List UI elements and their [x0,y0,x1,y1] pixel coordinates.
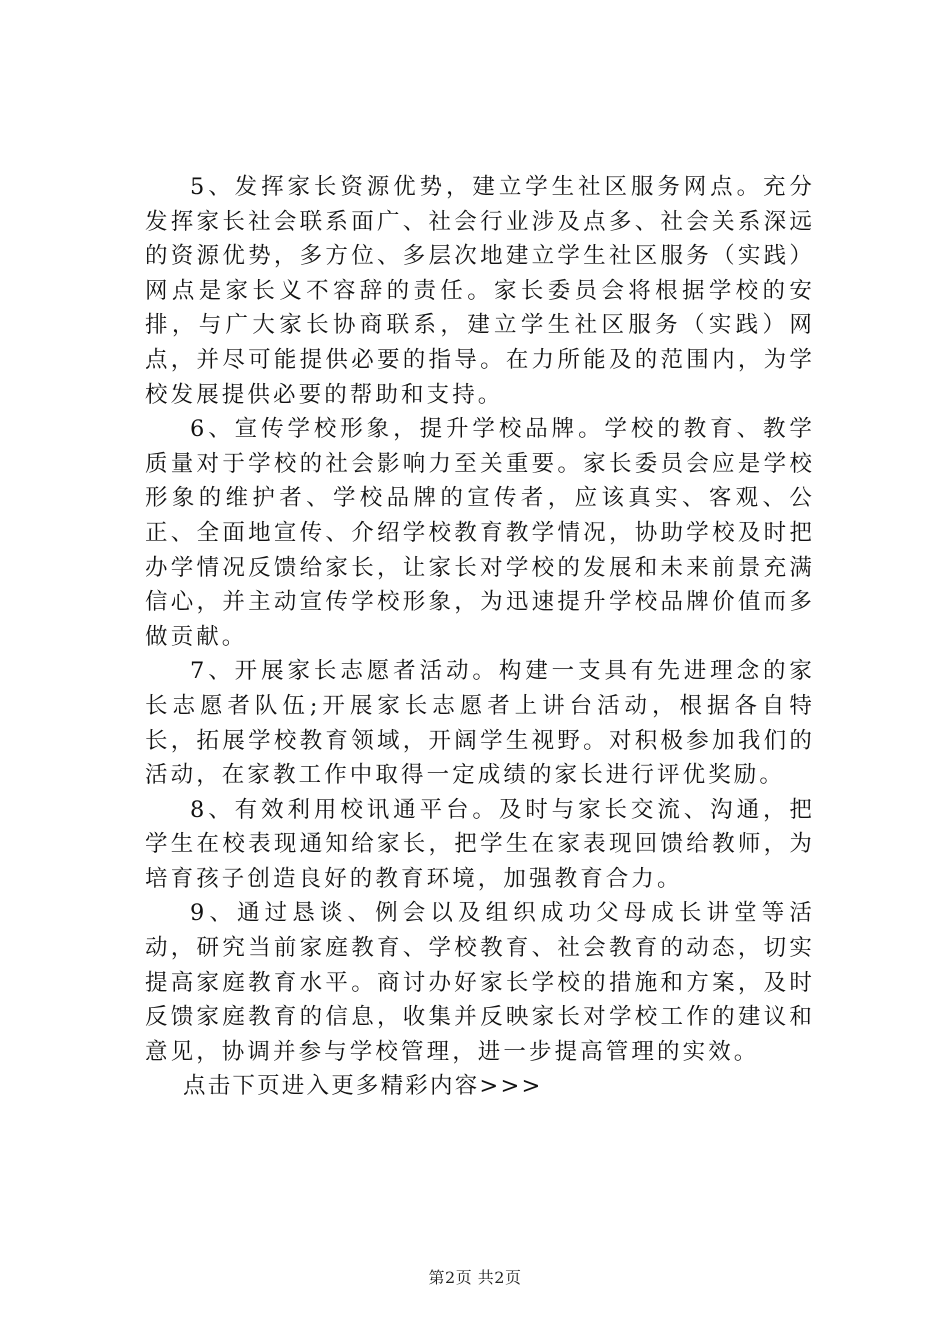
next-page-link[interactable]: 点击下页进入更多精彩内容>>> [183,1073,543,1100]
paragraph-6: 6、宣传学校形象，提升学校品牌。学校的教育、教学质量对于学校的社会影响力至关重要。家长委员会应是学校形象的维护者、学校品牌的宣传者，应该真实、客观、公正、全面地宣传、介绍学校教育教学情况，协助学校及时把办学情况反馈给家长，让家长对学校的发展和未来前景充满信心，并主动宣传学校形象，为迅速提升学校品牌价值而多做贡献。 [145,416,815,650]
paragraph-8: 8、有效利用校讯通平台。及时与家长交流、沟通，把学生在校表现通知给家长，把学生在家表现回馈给教师，为培育孩子创造良好的教育环境，加强教育合力。 [145,796,815,892]
document-body [145,170,815,1104]
paragraph-7: 7、开展家长志愿者活动。构建一支具有先进理念的家长志愿者队伍;开展家长志愿者上讲台活动，根据各自特长，拓展学校教育领域，开阔学生视野。对积极参加我们的活动，在家教工作中取得一定成绩的家长进行评优奖励。 [145,658,815,789]
page-indicator: 第2页 共2页 [428,1268,522,1287]
paragraph-9: 9、通过恳谈、例会以及组织成功父母成长讲堂等活动，研究当前家庭教育、学校教育、社会教育的动态，切实提高家庭教育水平。商讨办好家长学校的措施和方案，及时反馈家庭教育的信息，收集并反映家长对学校工作的建议和意见，协调并参与学校管理，进一步提高管理的实效。 [145,900,815,1065]
paragraph-5: 5、发挥家长资源优势，建立学生社区服务网点。充分发挥家长社会联系面广、社会行业涉及点多、社会关系深远的资源优势，多方位、多层次地建立学生社区服务（实践）网点是家长义不容辞的责任。家长委员会将根据学校的安排，与广大家长协商联系，建立学生社区服务（实践）网点，并尽可能提供必要的指导。在力所能及的范围内，为学校发展提供必要的帮助和支持。 [145,174,815,408]
